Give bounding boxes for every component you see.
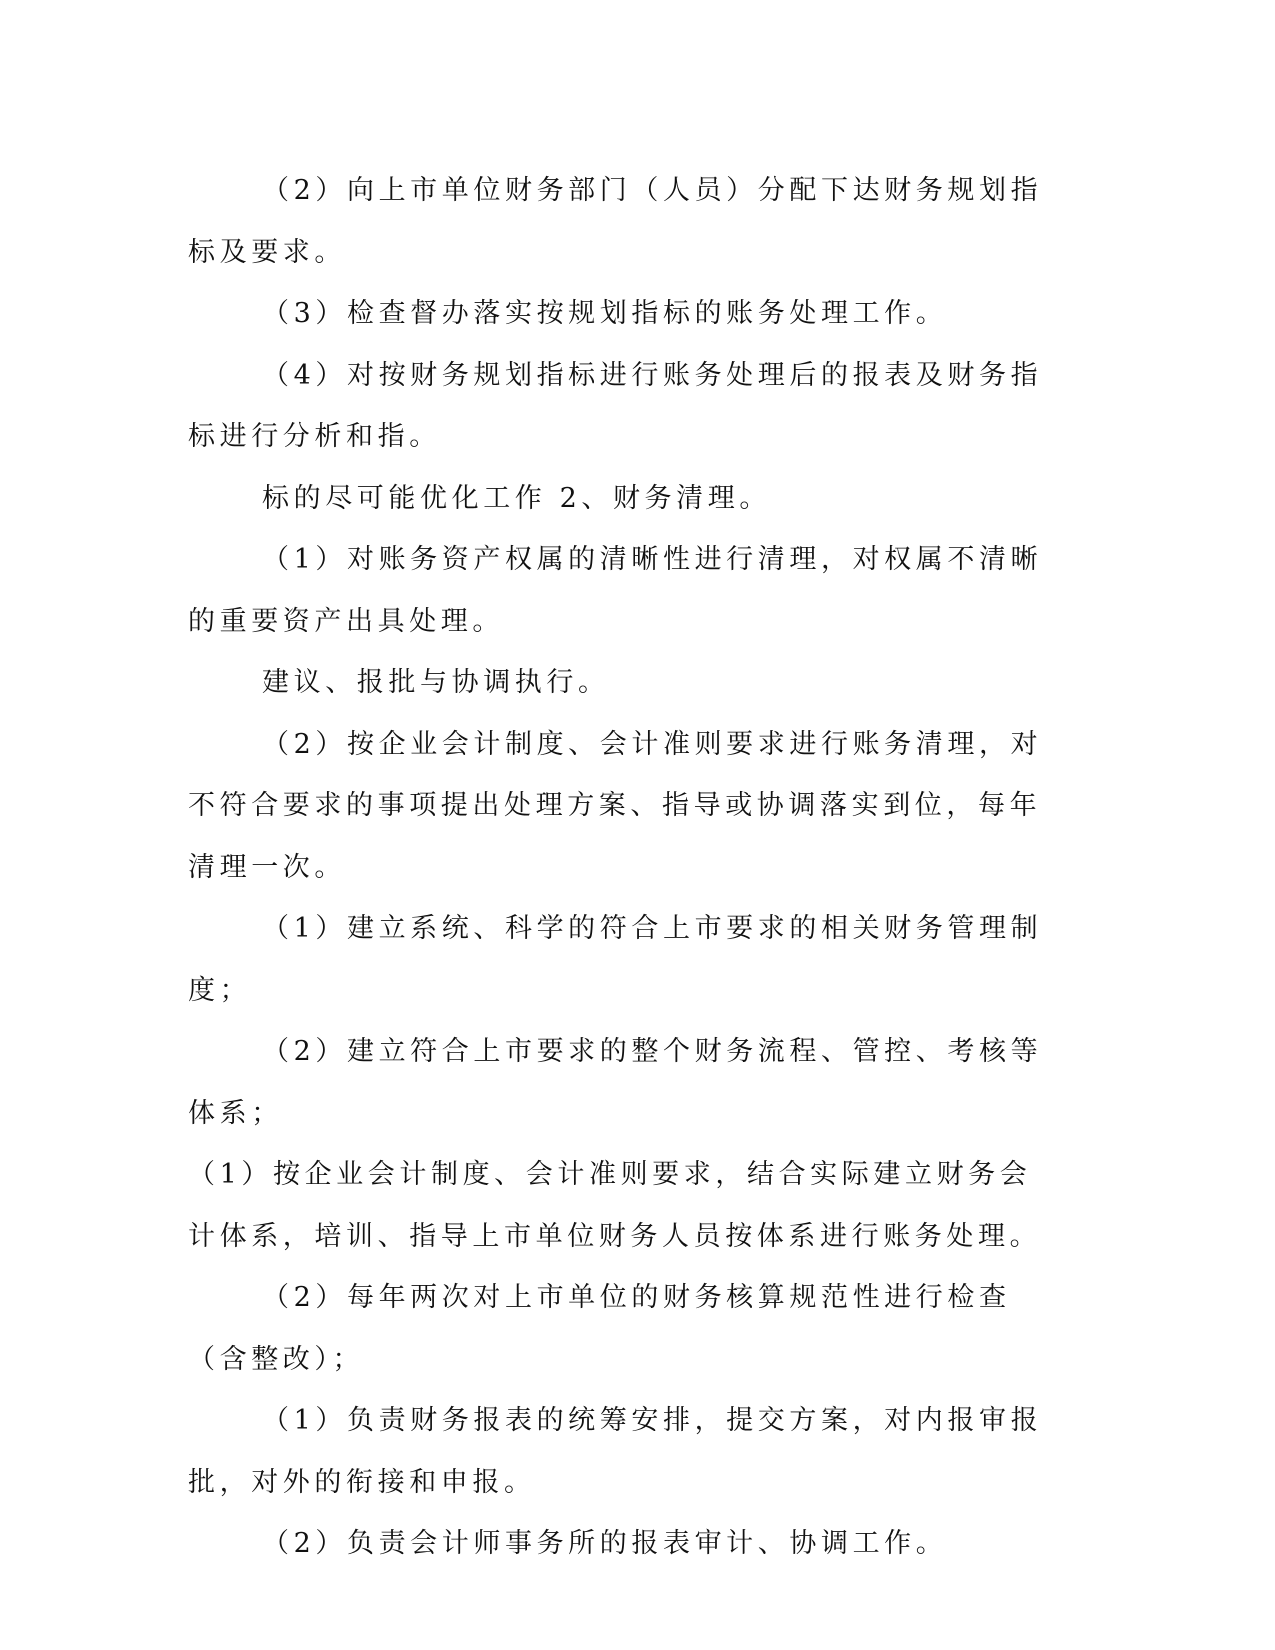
paragraph: 建议、报批与协调执行。 [262, 667, 610, 698]
paragraph: （2）每年两次对上市单位的财务核算规范性进行检查（含整改）； [188, 1282, 1011, 1375]
paragraph: （4）对按财务规划指标进行账务处理后的报表及财务指标进行分析和指。 [188, 359, 1043, 452]
paragraph: 标的尽可能优化工作 2、财务清理。 [262, 482, 771, 514]
paragraph: （2）按企业会计制度、会计准则要求进行账务清理，对不符合要求的事项提出处理方案、指导或协调落实到位，每年清理一次。 [188, 728, 1043, 883]
paragraph: （1）负责财务报表的统筹安排，提交方案，对内报审报批，对外的衔接和申报。 [188, 1405, 1043, 1498]
paragraph: （1）按企业会计制度、会计准则要求，结合实际建立财务会计体系，培训、指导上市单位财务人员按体系进行账务处理。 [188, 1159, 1042, 1252]
paragraph: （2）向上市单位财务部门（人员）分配下达财务规划指标及要求。 [188, 175, 1043, 268]
paragraph: （2）建立符合上市要求的整个财务流程、管控、考核等体系； [188, 1036, 1043, 1129]
paragraph: （2）负责会计师事务所的报表审计、协调工作。 [262, 1528, 948, 1559]
document-body [188, 160, 1058, 1575]
paragraph: （1）建立系统、科学的符合上市要求的相关财务管理制度； [188, 913, 1043, 1006]
paragraph: （1）对账务资产权属的清晰性进行清理，对权属不清晰的重要资产出具处理。 [188, 544, 1043, 637]
paragraph: （3）检查督办落实按规划指标的账务处理工作。 [262, 298, 948, 329]
